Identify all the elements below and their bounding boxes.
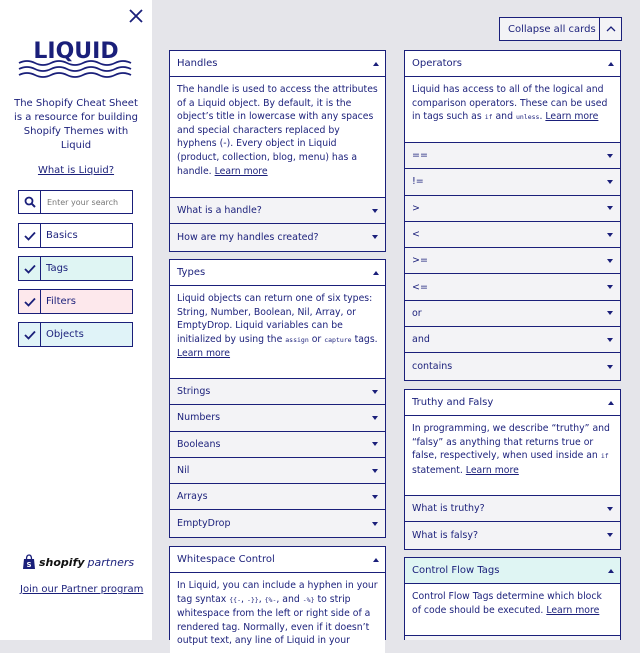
join-partner-link[interactable]: Join our Partner program: [20, 584, 144, 595]
row-item[interactable]: [170, 432, 385, 458]
row-label: Nil: [177, 465, 190, 477]
row-item[interactable]: [170, 405, 385, 431]
sidebar: [0, 0, 152, 640]
card-header[interactable]: [170, 547, 385, 573]
shopify-partners-logo: [22, 552, 135, 572]
caret-down-icon: [372, 495, 378, 499]
svg-text:S: S: [26, 561, 32, 569]
partner-brand: shopify: [39, 555, 85, 569]
row-label: >: [412, 202, 420, 214]
card-body: [170, 573, 385, 653]
caret-down-icon: [372, 235, 378, 239]
caret-down-icon: [607, 311, 613, 315]
row-item[interactable]: [405, 143, 620, 169]
row-item[interactable]: [405, 222, 620, 248]
code-snippet: {{-: [229, 595, 241, 604]
tagline: The Shopify Cheat Sheet is a resource for building Shopify Themes with Liquid: [14, 98, 138, 151]
row-label: How are my handles created?: [177, 231, 319, 243]
row-item[interactable]: [405, 353, 620, 379]
card-body: [405, 77, 620, 143]
row-label: Numbers: [177, 412, 221, 424]
card-header[interactable]: [405, 558, 620, 584]
learn-more-link[interactable]: Learn more: [465, 464, 519, 476]
caret-up-icon: [608, 401, 614, 405]
caret-down-icon: [372, 209, 378, 213]
caret-down-icon: [607, 533, 613, 537]
row-label: Arrays: [177, 491, 208, 503]
collapse-all-button[interactable]: [499, 17, 622, 41]
row-item[interactable]: [405, 196, 620, 222]
collapse-all-label: Collapse all cards: [508, 23, 596, 35]
row-label: What is truthy?: [412, 503, 485, 515]
card-body: [170, 77, 385, 198]
code-assign: assign: [285, 335, 309, 344]
caret-up-icon: [608, 569, 614, 573]
code-snippet: -%}: [302, 595, 315, 604]
filter-label: Tags: [46, 263, 69, 274]
row-label: <=: [412, 281, 428, 293]
caret-down-icon: [372, 416, 378, 420]
row-item[interactable]: [170, 224, 385, 250]
card-whitespace: [169, 546, 386, 647]
card-header[interactable]: [405, 51, 620, 77]
filter-label: Filters: [46, 296, 76, 307]
card-text: and: [495, 111, 513, 123]
caret-down-icon: [607, 206, 613, 210]
row-label: or: [412, 307, 422, 319]
search-box: [18, 190, 133, 214]
row-item[interactable]: [170, 379, 385, 405]
row-item[interactable]: [405, 301, 620, 327]
caret-down-icon: [372, 442, 378, 446]
filter-filters[interactable]: [18, 289, 133, 314]
shopify-bag-icon: [22, 554, 36, 570]
check-icon: [19, 290, 41, 313]
row-item[interactable]: [170, 510, 385, 536]
code-capture: capture: [324, 335, 352, 344]
search-icon[interactable]: [19, 191, 41, 213]
card-operators: [404, 50, 621, 381]
card-text: to strip whitespace from the left or right side of a rendered tag. Normally, even if it doesn’t output text, any line of Liquid in your: [177, 593, 371, 647]
caret-down-icon: [607, 507, 613, 511]
caret-up-icon: [608, 62, 614, 66]
card-types: [169, 259, 386, 538]
card-text: Liquid objects can return one of six types: String, Number, Boolean, Nil, Array, or EmptyDrop. Liquid variables can be initialized by using the: [177, 293, 373, 345]
caret-down-icon: [607, 338, 613, 342]
caret-down-icon: [607, 259, 613, 263]
filter-tags[interactable]: [18, 256, 133, 281]
caret-down-icon: [607, 180, 613, 184]
search-input[interactable]: [41, 191, 131, 213]
card-truthy-falsy: [404, 389, 621, 550]
card-body: [170, 286, 385, 379]
card-header[interactable]: [170, 51, 385, 77]
card-title: Truthy and Falsy: [412, 397, 494, 408]
check-icon: [19, 323, 41, 346]
card-text: The handle is used to access the attributes of a Liquid object. By default, it is the object’s title in lowercase with any spaces and special characters replaced by hyphens (-). Every object in Liquid (product, collection, blog, menu) has a handle.: [177, 84, 378, 177]
learn-more-link[interactable]: Learn more: [177, 348, 231, 360]
row-item[interactable]: [405, 522, 620, 548]
card-text: tags.: [354, 333, 378, 345]
card-title: Control Flow Tags: [412, 565, 500, 576]
card-title: Whitespace Control: [177, 554, 275, 565]
row-item[interactable]: [405, 169, 620, 195]
filter-label: Objects: [46, 329, 84, 340]
card-title: Handles: [177, 58, 218, 69]
row-item[interactable]: [170, 484, 385, 510]
row-item[interactable]: [405, 248, 620, 274]
caret-up-icon: [373, 271, 379, 275]
row-item[interactable]: [405, 327, 620, 353]
card-text: In Liquid, you can include a hyphen in your tag syntax: [177, 580, 378, 605]
row-label: EmptyDrop: [177, 518, 231, 530]
card-text: Liquid has access to all of the logical and comparison operators. These can be used in tags such as: [412, 84, 608, 123]
card-title: Operators: [412, 58, 462, 69]
partner-sub: partners: [87, 555, 135, 569]
filter-label: Basics: [46, 230, 78, 241]
liquid-logo: [17, 38, 135, 80]
caret-down-icon: [607, 154, 613, 158]
card-title: Types: [177, 267, 206, 278]
row-label: and: [412, 334, 430, 346]
check-icon: [19, 257, 41, 280]
filter-basics[interactable]: [18, 223, 133, 248]
code-snippet: -}}: [246, 595, 259, 604]
card-text: ,: [258, 593, 262, 605]
card-text: .: [539, 111, 543, 123]
learn-more-link[interactable]: Learn more: [545, 111, 599, 123]
card-header[interactable]: [405, 390, 620, 416]
caret-down-icon: [372, 390, 378, 394]
row-label: >=: [412, 255, 428, 267]
card-handles: [169, 50, 386, 252]
card-text: In programming, we describe “truthy” and “falsy” as anything that returns true or false, respectively, when used inside an: [412, 423, 610, 462]
caret-up-icon: [373, 558, 379, 562]
card-text: Control Flow Tags determine which block of code should be executed.: [412, 591, 602, 616]
chevron-up-icon: [599, 18, 621, 40]
card-body: [405, 416, 620, 496]
learn-more-link[interactable]: Learn more: [546, 604, 600, 616]
row-item[interactable]: [170, 458, 385, 484]
row-label: What is falsy?: [412, 529, 479, 541]
card-text: , and: [276, 593, 300, 605]
filter-objects[interactable]: [18, 322, 133, 347]
row-label: ==: [412, 150, 428, 162]
row-item[interactable]: [170, 198, 385, 224]
card-text: statement.: [412, 464, 463, 476]
caret-down-icon: [607, 285, 613, 289]
code-unless: unless: [515, 113, 540, 122]
row-label: Booleans: [177, 438, 221, 450]
row-item[interactable]: [405, 496, 620, 522]
card-text: ,: [241, 593, 244, 605]
caret-down-icon: [372, 522, 378, 526]
what-is-liquid-link[interactable]: What is Liquid?: [37, 165, 115, 176]
card-header[interactable]: [170, 260, 385, 286]
check-icon: [19, 224, 41, 247]
caret-up-icon: [373, 62, 379, 66]
row-label: Strings: [177, 386, 211, 398]
card-text: or: [311, 333, 322, 345]
row-label: contains: [412, 361, 453, 373]
card-body: [405, 584, 620, 636]
code-snippet: {%-: [264, 595, 277, 604]
caret-down-icon: [372, 469, 378, 473]
row-label: !=: [412, 176, 424, 188]
row-label: <: [412, 229, 420, 241]
code-if: if: [600, 452, 609, 461]
close-icon[interactable]: [126, 6, 146, 26]
row-label: What is a handle?: [177, 205, 262, 217]
learn-more-link[interactable]: Learn more: [214, 165, 268, 177]
code-if: if: [484, 113, 493, 122]
logo-text: LIQUID: [33, 39, 119, 64]
caret-down-icon: [607, 233, 613, 237]
card-control-flow: [404, 557, 621, 640]
caret-down-icon: [607, 365, 613, 369]
row-item[interactable]: [405, 274, 620, 300]
